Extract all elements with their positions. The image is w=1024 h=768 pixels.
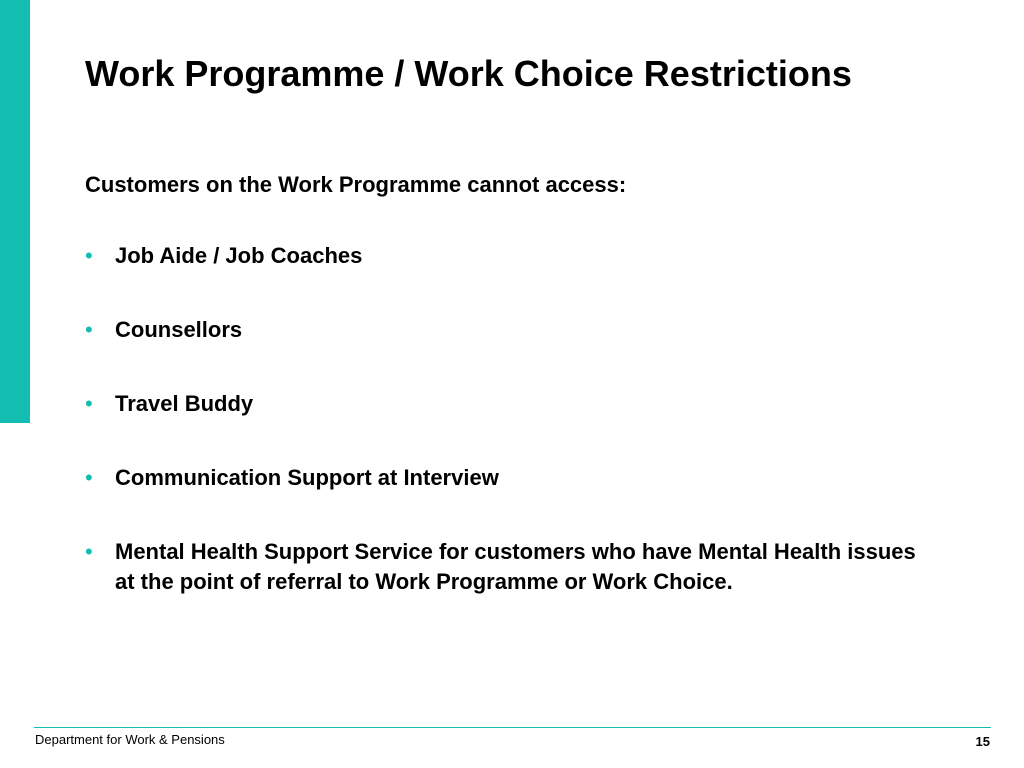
bullet-icon: • bbox=[85, 391, 93, 416]
bullet-text: Counsellors bbox=[115, 317, 243, 342]
page-number: 15 bbox=[975, 734, 990, 749]
list-item bbox=[85, 537, 965, 597]
bullet-text: Communication Support at Interview bbox=[115, 465, 499, 490]
bullet-icon: • bbox=[85, 317, 93, 342]
bullet-text: Mental Health Support Service for customers who have Mental Health issues at the point of referral to Work Programme or Work Choice. bbox=[115, 539, 916, 594]
footer-divider bbox=[34, 727, 991, 728]
bullet-text: Travel Buddy bbox=[115, 391, 254, 416]
bullet-text: Job Aide / Job Coaches bbox=[115, 243, 363, 268]
list-item bbox=[85, 315, 965, 345]
list-item bbox=[85, 389, 965, 419]
bullet-icon: • bbox=[85, 465, 93, 490]
bullet-icon: • bbox=[85, 539, 93, 564]
footer-organisation: Department for Work & Pensions bbox=[35, 732, 225, 747]
intro-text: Customers on the Work Programme cannot access: bbox=[85, 172, 627, 197]
slide-title: Work Programme / Work Choice Restrictions bbox=[85, 53, 852, 94]
bullet-icon: • bbox=[85, 243, 93, 268]
accent-bar bbox=[0, 0, 30, 423]
list-item bbox=[85, 241, 965, 271]
list-item bbox=[85, 463, 965, 493]
